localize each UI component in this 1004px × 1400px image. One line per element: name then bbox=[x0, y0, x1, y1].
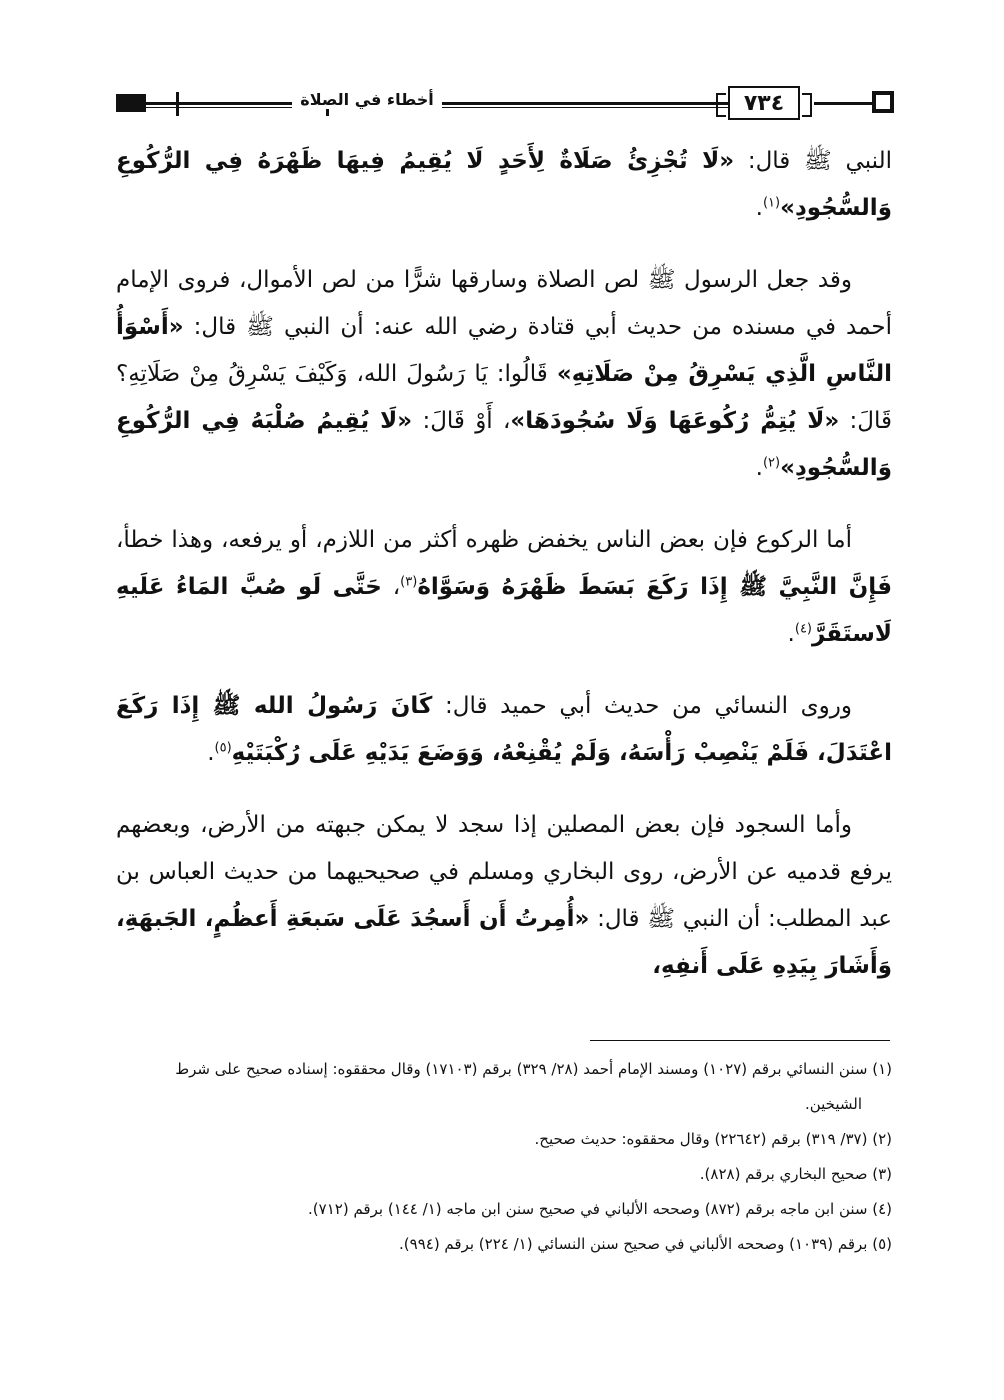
paragraph-5 bbox=[116, 802, 892, 990]
footnote-5: (٥) برقم (١٠٣٩) وصححه الألباني في صحيح سنن النسائي (١/ ٢٢٤) برقم (٩٩٤). bbox=[399, 1235, 892, 1253]
footnote-4: (٤) سنن ابن ماجه برقم (٨٧٢) وصححه الألباني في صحيح سنن ابن ماجه (١/ ١٤٤) برقم (٧١٢). bbox=[308, 1200, 892, 1218]
p4-end: . bbox=[207, 740, 215, 766]
paragraph-1 bbox=[116, 138, 892, 232]
p1-hadith: «لَا تُجْزِئُ صَلَاةٌ لِأَحَدٍ لَا يُقِيمُ فِيهَا ظَهْرَهُ فِي الرُّكُوعِ وَالسُّجُودِ» bbox=[116, 148, 892, 221]
footnote-ref-2: (٢) bbox=[762, 455, 781, 471]
p2-text: وقد جعل الرسول ﷺ لص الصلاة وسارقها شرًّا من لص الأموال، فروى الإمام أحمد في مسنده من حديث أبي قتادة رضي الله عنه: أن النبي ﷺ قال: bbox=[116, 267, 892, 340]
p1-end: . bbox=[755, 195, 763, 221]
p3-text: أما الركوع فإن بعض الناس يخفض ظهره أكثر من اللازم، أو يرفعه، وهذا خطأ، bbox=[116, 527, 852, 553]
header-end-bar bbox=[116, 94, 146, 112]
running-title: أخطاء في الصلاة bbox=[292, 90, 442, 109]
p5-hadith: «أُمِرتُ أَن أَسجُدَ عَلَى سَبعَةِ أَعظُمٍ، الجَبهَةِ، وَأَشَارَ بِيَدِهِ عَلَى أَنفِهِ، bbox=[116, 906, 892, 979]
footnote-1: (١) سنن النسائي برقم (١٠٢٧) ومسند الإمام أحمد (٢٨/ ٣٢٩) برقم (١٧١٠٣) وقال محققوه: إسناده صحيح على شرط الشيخين. bbox=[175, 1060, 892, 1113]
p3-end: . bbox=[787, 621, 795, 647]
paragraph-2 bbox=[116, 257, 892, 492]
page-number: ٧٣٤ bbox=[728, 86, 800, 120]
p2-hadith-1: «أَسْوَأُ النَّاسِ الَّذِي يَسْرِقُ مِنْ صَلَاتِهِ» bbox=[116, 314, 892, 387]
p4-hadith: كَانَ رَسُولُ الله ﷺ إِذَا رَكَعَ اعْتَدَلَ، فَلَمْ يَنْصِبْ رَأْسَهُ، وَلَمْ يُقْنِعْهُ، وَوَضَعَ يَدَيْهِ عَلَى رُكْبَتَيْهِ bbox=[116, 693, 892, 766]
p2-hadith-3: «لَا يُقِيمُ صُلْبَهُ فِي الرُّكُوعِ وَالسُّجُودِ» bbox=[116, 408, 892, 481]
header-end-square bbox=[872, 91, 894, 113]
p2-text-3: ، أَوْ قَالَ: bbox=[412, 408, 511, 434]
p4-text: وروى النسائي من حديث أبي حميد قال: bbox=[432, 693, 852, 719]
footnote-2: (٢) (٣٧/ ٣١٩) برقم (٢٢٦٤٢) وقال محققوه: حديث صحيح. bbox=[534, 1130, 892, 1148]
p2-end: . bbox=[755, 455, 763, 481]
running-header bbox=[116, 86, 894, 122]
paragraph-4 bbox=[116, 683, 892, 777]
main-text bbox=[116, 138, 892, 1015]
footnote-ref-5: (٥) bbox=[214, 740, 232, 756]
p2-hadith-2: «لَا يُتِمُّ رُكُوعَهَا وَلَا سُجُودَهَا» bbox=[510, 408, 840, 434]
p5-text: وأما السجود فإن بعض المصلين إذا سجد لا يمكن جبهته من الأرض، وبعضهم يرفع قدميه عن الأرض، روى البخاري ومسلم في صحيحيهما من حديث العباس بن عبد المطلب: أن النبي ﷺ قال: bbox=[116, 812, 893, 932]
header-tick-left bbox=[176, 92, 179, 116]
paragraph-3 bbox=[116, 517, 892, 658]
p3-hadith-1: فَإِنَّ النَّبِيَّ ﷺ إِذَا رَكَعَ بَسَطَ ظَهْرَهُ وَسَوَّاهُ bbox=[417, 574, 893, 600]
footnote-3: (٣) صحيح البخاري برقم (٨٢٨). bbox=[699, 1165, 892, 1183]
p1-text: النبي ﷺ قال: bbox=[734, 148, 892, 174]
p3-hadith-2: حَتَّى لَو صُبَّ المَاءُ عَلَيهِ لَاستَقَرَّ bbox=[116, 574, 892, 647]
p2-text-2: قَالُوا: يَا رَسُولَ الله، وَكَيْفَ يَسْرِقُ مِنْ صَلَاتِهِ؟ قَالَ: bbox=[116, 361, 892, 434]
footnote-separator bbox=[590, 1040, 890, 1041]
footnote-ref-4: (٤) bbox=[794, 621, 812, 637]
footnote-ref-3: (٣) bbox=[400, 574, 418, 590]
footnote-ref-1: (١) bbox=[762, 195, 781, 211]
p3-comma: ، bbox=[381, 574, 401, 600]
header-rule-right bbox=[814, 102, 872, 105]
footnotes bbox=[116, 1052, 892, 1262]
